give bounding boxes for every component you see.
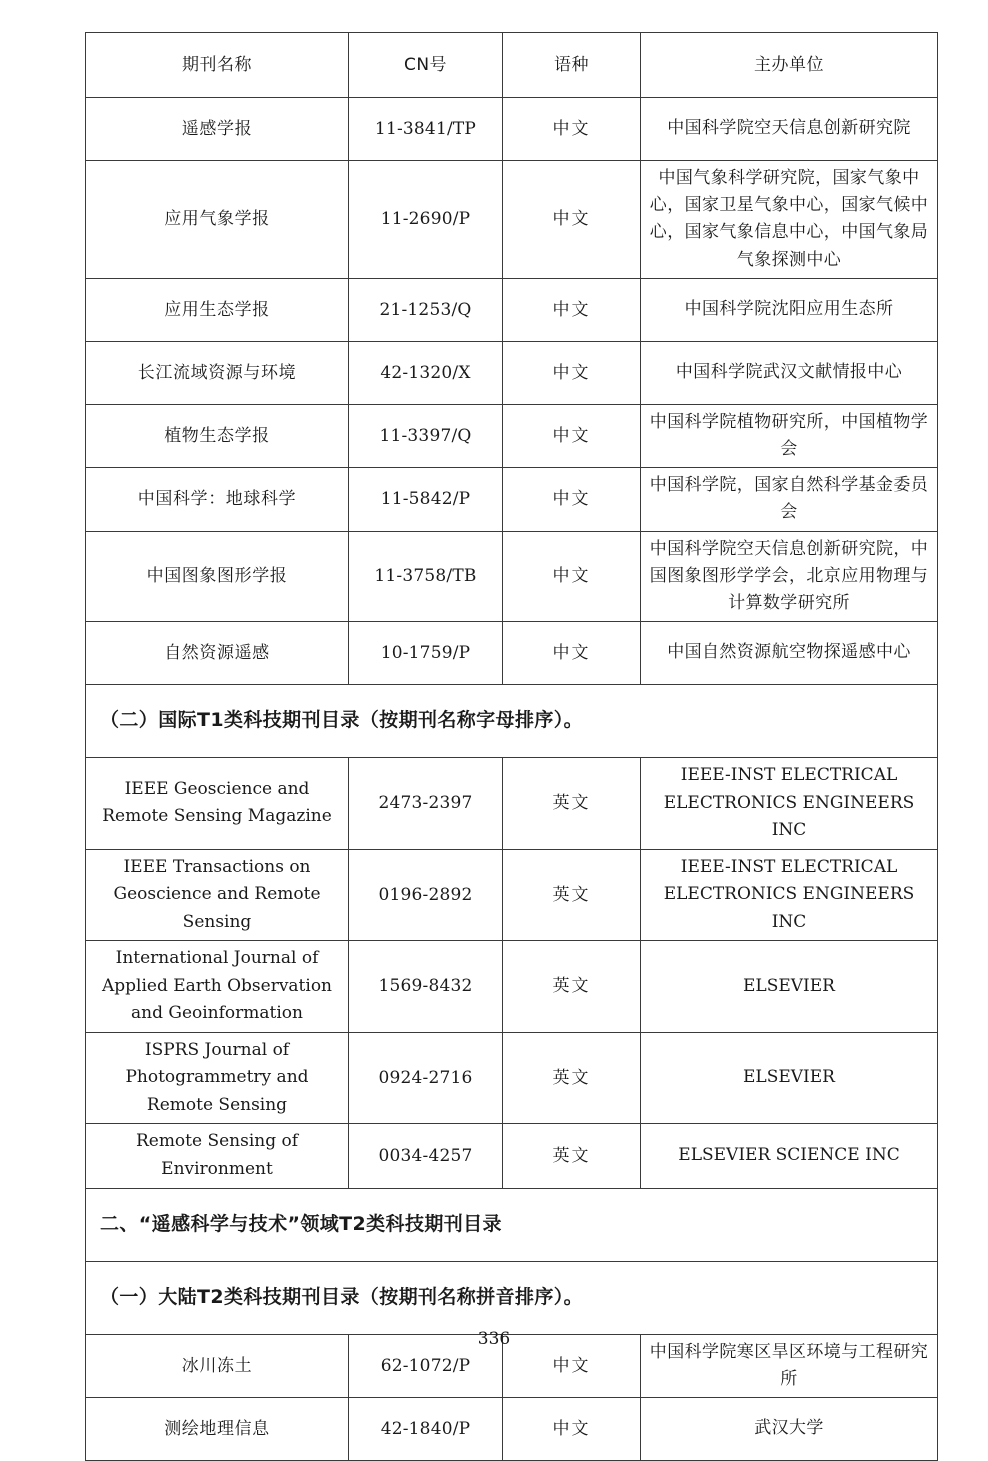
cell-cn-number: 42-1840/P [349, 1397, 503, 1460]
table-row [86, 622, 938, 685]
cell-sponsor: 中国科学院，国家自然科学基金委员会 [641, 468, 938, 531]
table-row [86, 1032, 938, 1124]
table-row [86, 278, 938, 341]
table-row [86, 941, 938, 1033]
column-header-sponsor: 主办单位 [641, 33, 938, 98]
cell-journal-name: International Journal of Applied Earth Observation and Geoinformation [86, 941, 349, 1033]
cell-sponsor: 中国气象科学研究院，国家气象中心，国家卫星气象中心，国家气候中心，国家气象信息中心，中国气象局气象探测中心 [641, 161, 938, 279]
cell-cn-number: 62-1072/P [349, 1334, 503, 1397]
cell-language: 中文 [503, 531, 641, 622]
cell-journal-name: 应用气象学报 [86, 161, 349, 279]
cell-sponsor: 中国科学院寒区旱区环境与工程研究所 [641, 1334, 938, 1397]
cell-cn-number: 11-2690/P [349, 161, 503, 279]
table-row [86, 758, 938, 850]
table-row [86, 404, 938, 467]
section-heading-row [86, 1261, 938, 1334]
table-row [86, 531, 938, 622]
cell-language: 英文 [503, 1032, 641, 1124]
cell-journal-name: 中国图象图形学报 [86, 531, 349, 622]
cell-sponsor: 中国科学院植物研究所，中国植物学会 [641, 404, 938, 467]
cell-journal-name: 长江流域资源与环境 [86, 341, 349, 404]
cell-cn-number: 21-1253/Q [349, 278, 503, 341]
cell-language: 中文 [503, 278, 641, 341]
table-row [86, 849, 938, 941]
cell-cn-number: 11-5842/P [349, 468, 503, 531]
table-row [86, 161, 938, 279]
cell-journal-name: 自然资源遥感 [86, 622, 349, 685]
cell-cn-number: 1569-8432 [349, 941, 503, 1033]
cell-cn-number: 0196-2892 [349, 849, 503, 941]
column-header-language: 语种 [503, 33, 641, 98]
cell-sponsor: 中国科学院沈阳应用生态所 [641, 278, 938, 341]
journal-listing-table [85, 32, 938, 1461]
cell-journal-name: 遥感学报 [86, 98, 349, 161]
cell-cn-number: 42-1320/X [349, 341, 503, 404]
cell-cn-number: 11-3397/Q [349, 404, 503, 467]
cell-journal-name: 应用生态学报 [86, 278, 349, 341]
cell-sponsor: 中国自然资源航空物探遥感中心 [641, 622, 938, 685]
table-header-row [86, 33, 938, 98]
cell-cn-number: 2473-2397 [349, 758, 503, 850]
table-row [86, 1397, 938, 1460]
cell-journal-name: 冰川冻土 [86, 1334, 349, 1397]
cell-sponsor: IEEE-INST ELECTRICAL ELECTRONICS ENGINEERS INC [641, 758, 938, 850]
cell-sponsor: ELSEVIER [641, 1032, 938, 1124]
section-heading: （二）国际T1类科技期刊目录（按期刊名称字母排序）。 [86, 685, 938, 758]
cell-journal-name: 植物生态学报 [86, 404, 349, 467]
page-number: 336 [477, 1329, 511, 1349]
cell-journal-name: IEEE Transactions on Geoscience and Remote Sensing [86, 849, 349, 941]
cell-sponsor: 中国科学院空天信息创新研究院 [641, 98, 938, 161]
cell-language: 中文 [503, 341, 641, 404]
cell-cn-number: 11-3758/TB [349, 531, 503, 622]
cell-sponsor: 中国科学院武汉文献情报中心 [641, 341, 938, 404]
cell-journal-name: ISPRS Journal of Photogrammetry and Remote Sensing [86, 1032, 349, 1124]
cell-language: 英文 [503, 941, 641, 1033]
cell-journal-name: Remote Sensing of Environment [86, 1124, 349, 1188]
cell-journal-name: 测绘地理信息 [86, 1397, 349, 1460]
cell-language: 中文 [503, 622, 641, 685]
cell-language: 英文 [503, 758, 641, 850]
table-row [86, 1124, 938, 1188]
cell-cn-number: 0924-2716 [349, 1032, 503, 1124]
table-row [86, 468, 938, 531]
table-header [86, 33, 938, 98]
cell-journal-name: IEEE Geoscience and Remote Sensing Magazine [86, 758, 349, 850]
cell-language: 英文 [503, 1124, 641, 1188]
cell-language: 中文 [503, 1397, 641, 1460]
cell-sponsor: IEEE-INST ELECTRICAL ELECTRONICS ENGINEERS INC [641, 849, 938, 941]
cell-journal-name: 中国科学：地球科学 [86, 468, 349, 531]
cell-language: 中文 [503, 161, 641, 279]
cell-language: 中文 [503, 98, 641, 161]
column-header-cn-number: CN号 [349, 33, 503, 98]
table-row [86, 341, 938, 404]
cell-cn-number: 10-1759/P [349, 622, 503, 685]
column-header-journal-name: 期刊名称 [86, 33, 349, 98]
section-heading-row [86, 1188, 938, 1261]
cell-language: 英文 [503, 849, 641, 941]
cell-sponsor: ELSEVIER SCIENCE INC [641, 1124, 938, 1188]
table-row [86, 98, 938, 161]
section-heading: （一）大陆T2类科技期刊目录（按期刊名称拼音排序）。 [86, 1261, 938, 1334]
cell-language: 中文 [503, 468, 641, 531]
cell-sponsor: 武汉大学 [641, 1397, 938, 1460]
section-heading-row [86, 685, 938, 758]
cell-sponsor: 中国科学院空天信息创新研究院，中国图象图形学学会，北京应用物理与计算数学研究所 [641, 531, 938, 622]
table-body [86, 98, 938, 1461]
cell-language: 中文 [503, 404, 641, 467]
cell-cn-number: 0034-4257 [349, 1124, 503, 1188]
cell-language: 中文 [503, 1334, 641, 1397]
cell-cn-number: 11-3841/TP [349, 98, 503, 161]
cell-sponsor: ELSEVIER [641, 941, 938, 1033]
section-heading: 二、“遥感科学与技术”领域T2类科技期刊目录 [86, 1188, 938, 1261]
